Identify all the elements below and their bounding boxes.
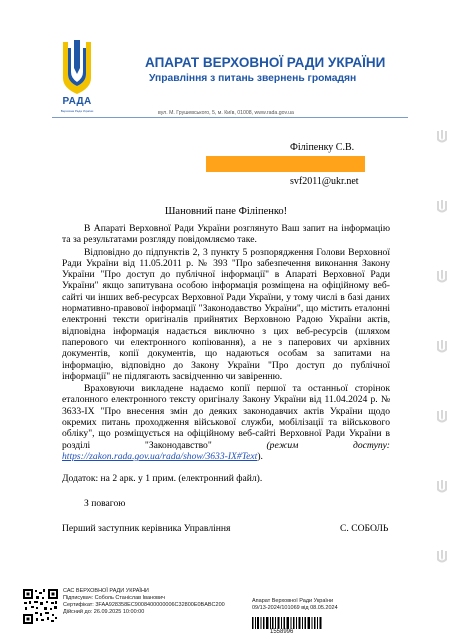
recipient-email: svf2011@ukr.net bbox=[290, 176, 359, 187]
esign-certificate: Сертифікат: 3FAA928358EC9008400000006C32800E0BABC200 bbox=[63, 602, 225, 608]
organization-title: АПАРАТ ВЕРХОВНОЇ РАДИ УКРАЇНИ bbox=[145, 55, 386, 70]
side-trident-icon bbox=[436, 340, 448, 354]
electronic-signature-block bbox=[63, 588, 225, 616]
letter-body bbox=[62, 223, 390, 462]
side-trident-icon bbox=[436, 200, 448, 214]
address-divider bbox=[52, 117, 408, 118]
logo-subtext: Верховна Рада України bbox=[60, 109, 94, 113]
recipient-name: Філіпенку С.В. bbox=[290, 142, 355, 153]
signer-name: С. СОБОЛЬ bbox=[340, 523, 389, 534]
side-trident-icon bbox=[436, 480, 448, 494]
side-trident-icon bbox=[436, 550, 448, 564]
esign-signer: Підписувач: Соболь Станіслав Іванович bbox=[63, 595, 165, 601]
address-text: вул. М. Грушевського, 5, м. Київ, 01008, www.rada.gov.ua bbox=[154, 110, 298, 116]
registration-block bbox=[252, 598, 338, 612]
trident-emblem-icon bbox=[60, 38, 94, 96]
barcode-icon bbox=[252, 616, 322, 628]
legislation-link[interactable]: https://zakon.rada.gov.ua/rada/show/3633-IX#Text bbox=[62, 450, 258, 462]
access-mode-label: (режим доступу: bbox=[266, 439, 390, 451]
paragraph-2: Відповідно до підпунктів 2, 3 пункту 5 розпорядження Голови Верховної Ради України від 11.05.2011 р. № 393 "Про забезпечення виконання Закону України "Про доступ до публічної інформації" в Апараті Верховної Ради України" якщо запитувана особою інформація розміщена на офіційному веб-сайті чи інших веб-ресурсах Верховної Ради України, у тому числі в базі даних нормативно-правової інформації "Законодавство України", що містить еталонні електронні тексти оригіналів прийнятих Верховною Радою України актів, відповідна інформація надається виключно з цих веб-ресурсів (шляхом паперового чи електронного копіювання), а не з паперових чи архівних документів, копії документів, що надаються особам за запитами на інформацію, відповідно до Закону України "Про доступ до публічної інформації" не підлягають засвідченню чи завіренню. bbox=[62, 246, 390, 382]
address-line bbox=[0, 110, 452, 116]
closing: З повагою bbox=[84, 498, 126, 509]
side-trident-icon bbox=[436, 270, 448, 284]
registration-org: Апарат Верховної Ради України bbox=[252, 598, 334, 604]
organization-subtitle: Управління з питань звернень громадян bbox=[149, 73, 357, 84]
side-trident-icon bbox=[436, 130, 448, 144]
esign-valid-until: Дійсний до: 26.09.2025 10:00:00 bbox=[63, 609, 145, 615]
paragraph-1: В Апараті Верховної Ради України розглянуто Ваш запит на інформацію та за результатами розгляду повідомляємо таке. bbox=[62, 223, 390, 246]
paragraph-3-end: ). bbox=[257, 450, 263, 462]
side-trident-icon bbox=[436, 410, 448, 424]
attachment-note: Додаток: на 2 арк. у 1 прим. (електронний файл). bbox=[62, 473, 263, 484]
paragraph-3 bbox=[62, 383, 390, 462]
barcode-number: 1558996 bbox=[270, 629, 294, 635]
qr-code-icon bbox=[22, 588, 59, 625]
logo-text: РАДА bbox=[62, 96, 92, 107]
redacted-address-block bbox=[206, 156, 365, 172]
greeting: Шановний пане Філіпенко! bbox=[164, 206, 288, 217]
registration-number: 09/13-2024/101069 від 08.05.2024 bbox=[252, 605, 338, 611]
signer-position: Перший заступник керівника Управління bbox=[62, 523, 231, 534]
paragraph-3-text: Враховуючи викладене надаємо копії першої та останньої сторінок еталонного електронного тексту оригіналу Закону України від 11.04.2024 р. № 3633-IX "Про внесення змін до деяких законодавчих актів України щодо окремих питань проходження військової служби, мобілізації та військового обліку", що розміщується на офіційному веб-сайті Верховної Ради України в розділі "Законодавство" bbox=[62, 383, 390, 451]
esign-authority: САС ВЕРХОВНОЇ РАДИ УКРАЇНИ bbox=[63, 588, 149, 594]
